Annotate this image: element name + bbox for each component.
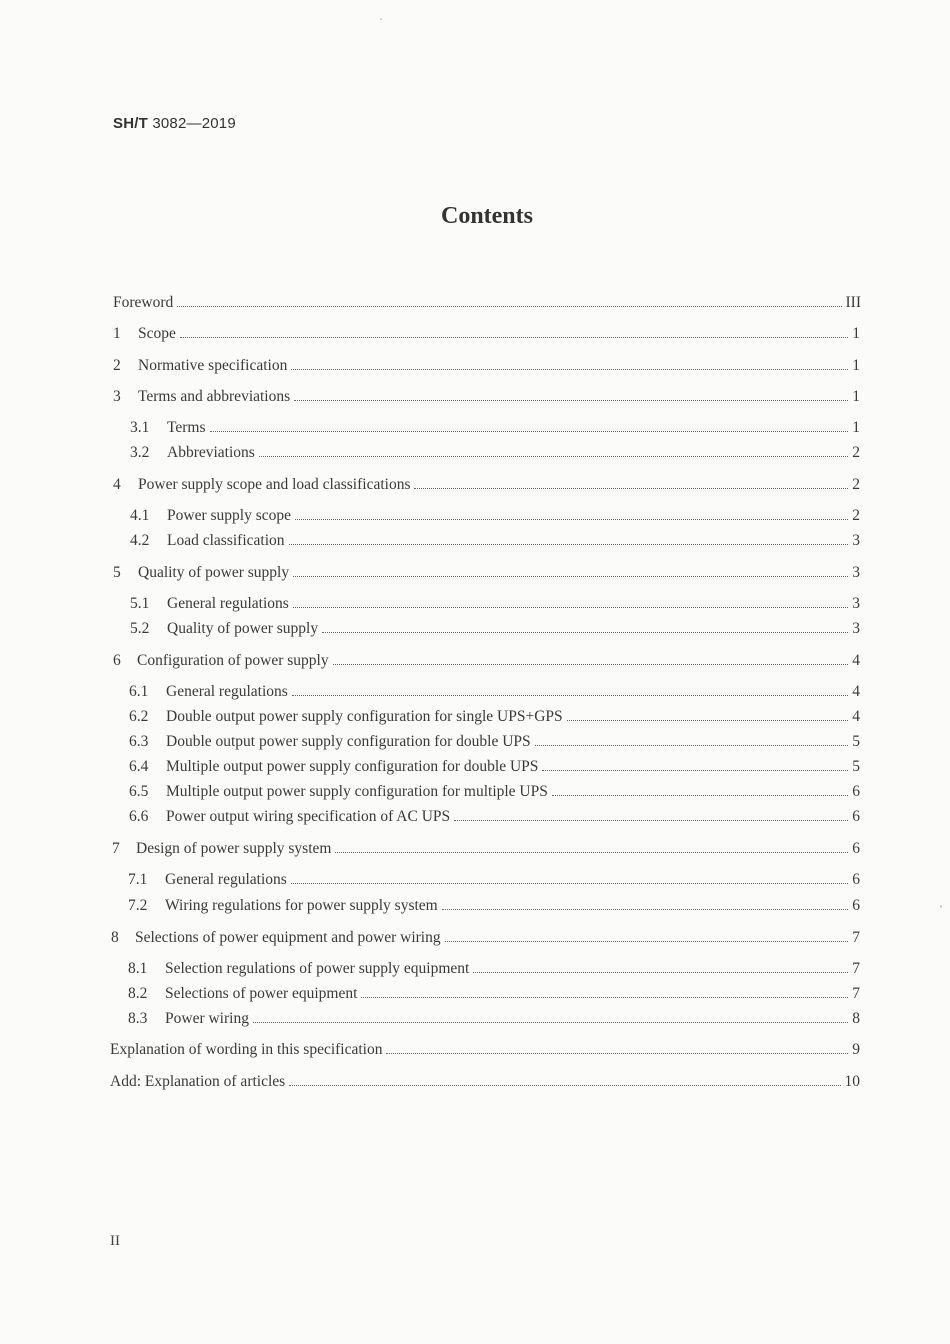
toc-entry-foreword[interactable] [113, 293, 861, 313]
toc-entry-8[interactable] [111, 928, 860, 948]
toc-leader-dots [361, 996, 848, 998]
toc-entry-title: Foreword [113, 294, 174, 311]
toc-entry-page: 6 [852, 897, 860, 914]
toc-entry-title: Power supply scope [167, 507, 291, 524]
toc-leader-dots [259, 455, 848, 457]
toc-entry-6-3[interactable] [129, 732, 860, 752]
toc-entry-number: 6.3 [129, 733, 149, 750]
toc-entry-page: 6 [852, 783, 860, 800]
toc-leader-dots [386, 1052, 848, 1054]
scan-speck [380, 18, 382, 20]
toc-entry-3-1[interactable] [130, 418, 860, 438]
toc-entry-5-2[interactable] [130, 619, 860, 639]
toc-entry-7-1[interactable] [128, 870, 860, 890]
toc-entry-6-5[interactable] [129, 782, 860, 802]
toc-leader-dots [291, 368, 848, 370]
toc-entry-6-1[interactable] [129, 682, 860, 702]
toc-entry-4-2[interactable] [130, 531, 860, 551]
toc-entry-page: 3 [852, 564, 860, 581]
scan-speck [940, 905, 942, 908]
toc-entry-number: 5.1 [130, 595, 150, 612]
toc-entry-page: 8 [852, 1010, 860, 1027]
toc-entry-number: 5.2 [130, 620, 150, 637]
toc-leader-dots [442, 908, 849, 910]
document-code-prefix: SH/T [113, 115, 148, 132]
toc-leader-dots [542, 769, 848, 771]
toc-entry-page: 10 [844, 1073, 860, 1090]
toc-entry-title: Selections of power equipment [165, 985, 358, 1002]
toc-entry-page: 3 [852, 532, 860, 549]
toc-entry-title: Selections of power equipment and power wiring [135, 929, 441, 946]
toc-entry-page: 4 [852, 683, 860, 700]
toc-leader-dots [567, 719, 849, 721]
toc-entry-number: 5 [113, 564, 121, 581]
toc-entry-number: 6 [113, 652, 121, 669]
toc-entry-number: 4.2 [130, 532, 150, 549]
toc-entry-number: 4.1 [130, 507, 150, 524]
toc-leader-dots [294, 399, 848, 401]
toc-leader-dots [333, 663, 849, 665]
toc-entry-number: 7.2 [128, 897, 148, 914]
toc-entry-number: 6.2 [129, 708, 149, 725]
toc-entry-1[interactable] [113, 324, 860, 344]
toc-entry-page: 1 [852, 419, 860, 436]
toc-entry-page: 7 [852, 985, 860, 1002]
toc-entry-page: 6 [852, 871, 860, 888]
toc-entry-title: Power wiring [165, 1010, 249, 1027]
toc-entry-number: 8.3 [128, 1010, 148, 1027]
toc-leader-dots [293, 606, 848, 608]
toc-entry-page: 1 [852, 325, 860, 342]
toc-entry-number: 3.1 [130, 419, 150, 436]
toc-leader-dots [414, 487, 848, 489]
toc-entry-page: 2 [852, 444, 860, 461]
toc-entry-page: 3 [852, 620, 860, 637]
toc-entry-title: Abbreviations [167, 444, 255, 461]
toc-entry-5[interactable] [113, 563, 860, 583]
toc-entry-number: 8 [111, 929, 119, 946]
toc-leader-dots [552, 794, 848, 796]
toc-entry-title: Power output wiring specification of AC UPS [166, 808, 451, 825]
toc-entry-5-1[interactable] [130, 594, 860, 614]
toc-entry-number: 7.1 [128, 871, 148, 888]
toc-entry-page: 5 [852, 758, 860, 775]
toc-entry-page: 1 [852, 388, 860, 405]
toc-entry-number: 6.5 [129, 783, 149, 800]
toc-leader-dots [292, 694, 848, 696]
toc-entry-page: III [845, 294, 861, 311]
toc-entry-page: 6 [852, 840, 860, 857]
toc-entry-title: General regulations [167, 595, 289, 612]
toc-leader-dots [473, 971, 848, 973]
toc-entry-3[interactable] [113, 387, 860, 407]
toc-leader-dots [454, 819, 848, 821]
toc-entry-page: 7 [852, 929, 860, 946]
toc-leader-dots [335, 851, 848, 853]
toc-entry-page: 4 [852, 652, 860, 669]
toc-entry-title: Wiring regulations for power supply system [165, 897, 438, 914]
toc-entry-title: Terms and abbreviations [138, 388, 291, 405]
toc-leader-dots [445, 940, 849, 942]
toc-entry-3-2[interactable] [130, 443, 860, 463]
toc-entry-number: 6.6 [129, 808, 149, 825]
toc-entry-number: 1 [113, 325, 121, 342]
toc-entry-page: 1 [852, 357, 860, 374]
toc-entry-page: 2 [852, 507, 860, 524]
toc-entry-title: General regulations [165, 871, 287, 888]
toc-entry-8-3[interactable] [128, 1009, 860, 1029]
toc-entry-6-2[interactable] [129, 707, 860, 727]
toc-leader-dots [535, 744, 849, 746]
toc-entry-7[interactable] [112, 839, 860, 859]
toc-entry-6-4[interactable] [129, 757, 860, 777]
toc-entry-title: Load classification [167, 532, 285, 549]
toc-entry-4-1[interactable] [130, 506, 860, 526]
toc-entry-7-2[interactable] [128, 896, 860, 916]
toc-entry-page: 3 [852, 595, 860, 612]
toc-leader-dots [291, 882, 848, 884]
toc-leader-dots [289, 543, 849, 545]
toc-entry-page: 2 [852, 476, 860, 493]
toc-entry-8-1[interactable] [128, 959, 860, 979]
toc-entry-title: Explanation of wording in this specification [110, 1041, 383, 1058]
toc-entry-number: 8.1 [128, 960, 148, 977]
toc-entry-number: 6.1 [129, 683, 149, 700]
toc-entry-title: Double output power supply configuration for single UPS+GPS [166, 708, 563, 725]
toc-entry-page: 6 [852, 808, 860, 825]
toc-leader-dots [253, 1021, 848, 1023]
toc-entry-title: Selection regulations of power supply equipment [165, 960, 470, 977]
toc-leader-dots [295, 518, 848, 520]
toc-entry-title: Design of power supply system [136, 840, 332, 857]
toc-entry-title: Quality of power supply [167, 620, 319, 637]
toc-entry-number: 8.2 [128, 985, 148, 1002]
toc-entry-number: 7 [112, 840, 120, 857]
page-title: Contents [440, 203, 533, 229]
toc-entry-page: 7 [852, 960, 860, 977]
toc-entry-6[interactable] [113, 651, 860, 671]
toc-entry-title: Power supply scope and load classifications [138, 476, 411, 493]
toc-leader-dots [293, 575, 848, 577]
toc-entry-title: Quality of power supply [138, 564, 290, 581]
toc-entry-title: Add: Explanation of articles [110, 1073, 286, 1090]
toc-entry-page: 4 [852, 708, 860, 725]
toc-entry-4[interactable] [113, 475, 860, 495]
toc-leader-dots [180, 336, 848, 338]
toc-entry-6-6[interactable] [129, 807, 860, 827]
toc-entry-number: 3.2 [130, 444, 150, 461]
toc-entry-title: General regulations [166, 683, 288, 700]
toc-entry-number: 2 [113, 357, 121, 374]
toc-leader-dots [289, 1084, 840, 1086]
toc-entry-title: Terms [167, 419, 206, 436]
page-number: II [110, 1233, 120, 1249]
toc-entry-explanation-of-articles[interactable] [110, 1072, 860, 1092]
toc-entry-title: Normative specification [138, 357, 288, 374]
toc-entry-page: 5 [852, 733, 860, 750]
toc-entry-title: Double output power supply configuration for double UPS [166, 733, 531, 750]
toc-leader-dots [322, 631, 848, 633]
toc-entry-number: 6.4 [129, 758, 149, 775]
toc-entry-page: 9 [852, 1041, 860, 1058]
toc-entry-8-2[interactable] [128, 984, 860, 1004]
toc-entry-title: Multiple output power supply configuration for multiple UPS [166, 783, 548, 800]
toc-entry-title: Scope [138, 325, 176, 342]
toc-entry-number: 3 [113, 388, 121, 405]
toc-entry-explanation-of-wording[interactable] [110, 1040, 860, 1060]
toc-leader-dots [210, 430, 849, 432]
toc-entry-number: 4 [113, 476, 121, 493]
toc-entry-2[interactable] [113, 356, 860, 376]
toc-entry-title: Multiple output power supply configuration for double UPS [166, 758, 539, 775]
document-code-number: 3082—2019 [147, 115, 236, 132]
toc-leader-dots [177, 305, 841, 307]
toc-entry-title: Configuration of power supply [137, 652, 329, 669]
